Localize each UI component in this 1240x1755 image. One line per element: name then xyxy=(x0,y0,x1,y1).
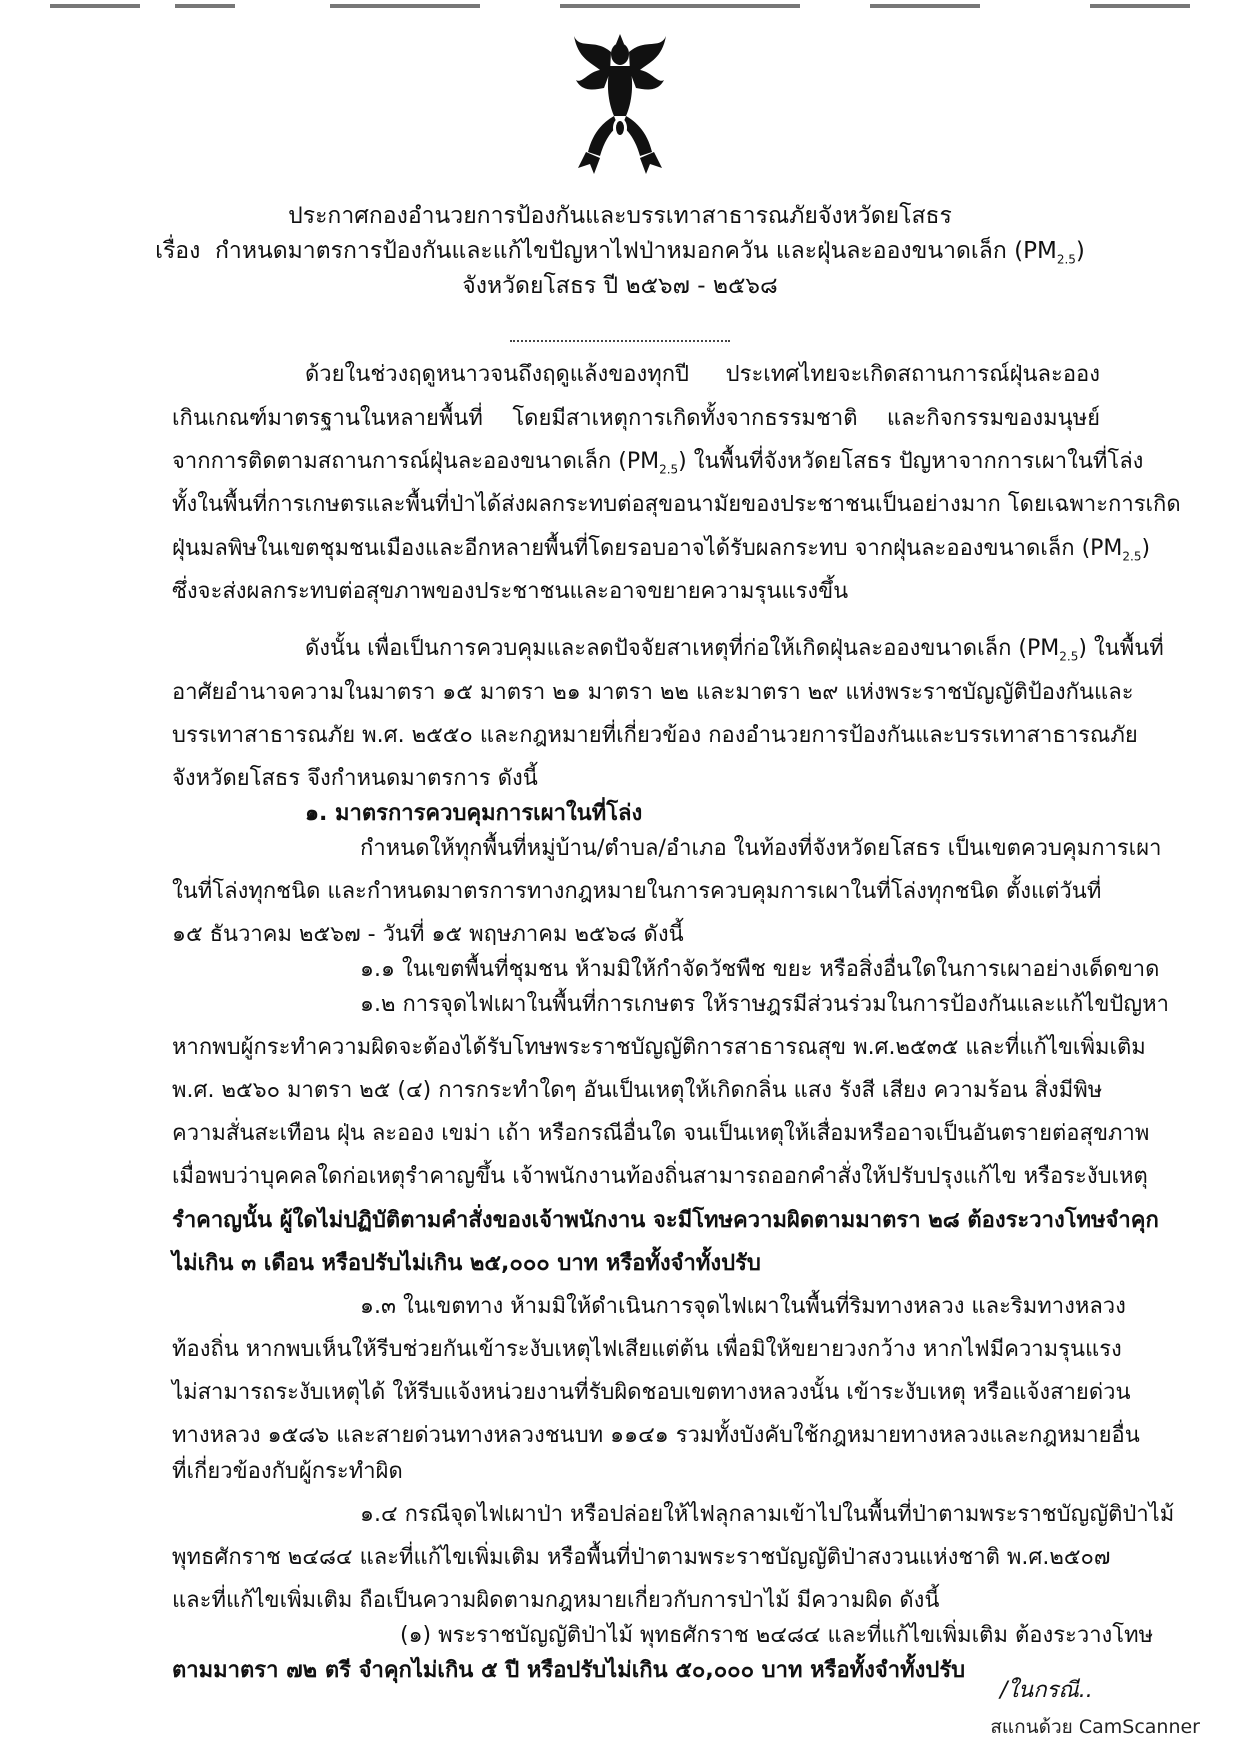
item-1-4-line-3: และที่แก้ไขเพิ่มเติม ถือเป็นความผิดตามกฎหมายเกี่ยวกับการป่าไม้ มีความผิด ดังนี้ xyxy=(172,1588,940,1613)
announcement-province-year: จังหวัดยโสธร ปี ๒๕๖๗ - ๒๕๖๘ xyxy=(462,273,778,299)
p2-line-2: อาศัยอำนาจความในมาตรา ๑๕ มาตรา ๒๑ มาตรา ๒๒ และมาตรา ๒๙ แห่งพระราชบัญญัติป้องกันและ xyxy=(172,680,1134,705)
s1-intro-2: ในที่โล่งทุกชนิด และกำหนดมาตรการทางกฎหมายในการควบคุมการเผาในที่โล่งทุกชนิด ตั้งแต่วันที่ xyxy=(172,879,1102,904)
divider-dots xyxy=(510,340,730,342)
s1-intro-3: ๑๕ ธันวาคม ๒๕๖๗ - วันที่ ๑๕ พฤษภาคม ๒๕๖๘ ดังนี้ xyxy=(172,922,684,947)
subject-label: เรื่อง xyxy=(155,238,201,264)
pm-subscript: 2.5 xyxy=(1056,252,1076,267)
scanner-watermark: สแกนด้วย CamScanner xyxy=(990,1716,1200,1738)
p1-line-3: จากการติดตามสถานการณ์ฝุ่นละอองขนาดเล็ก $(PM_{2.5})$ ในพื้นที่จังหวัดยโสธร ปัญหาจากการเผาในที่โล่ง xyxy=(172,449,1144,477)
p2-line-1: ดังนั้น เพื่อเป็นการควบคุมและลดปัจจัยสาเหตุที่ก่อให้เกิดฝุ่นละอองขนาดเล็ก $(PM_{2.5})$ ในพื้นที่ xyxy=(305,636,1164,664)
p1-line-2: เกินเกณฑ์มาตรฐานในหลายพื้นที่ โดยมีสาเหตุการเกิดทั้งจากธรรมชาติ และกิจกรรมของมนุษย์ xyxy=(172,406,1100,431)
announcement-subject xyxy=(0,233,1240,269)
garuda-emblem-icon xyxy=(570,28,670,178)
item-1-2-line-5: เมื่อพบว่าบุคคลใดก่อเหตุรำคาญขึ้น เจ้าพนักงานท้องถิ่นสามารถออกคำสั่งให้ปรับปรุงแก้ไข หรือระงับเหตุ xyxy=(172,1164,1148,1189)
item-1-2-line-4: ความสั่นสะเทือน ฝุ่น ละออง เขม่า เถ้า หรือกรณีอื่นใด จนเป็นเหตุให้เสื่อมหรืออาจเป็นอันตรายต่อสุขภาพ xyxy=(172,1121,1150,1146)
item-1-2-line-1: ๑.๒ การจุดไฟเผาในพื้นที่การเกษตร ให้ราษฎรมีส่วนร่วมในการป้องกันและแก้ไขปัญหา xyxy=(360,992,1169,1017)
continuation-marker: /ในกรณี.. xyxy=(1000,1678,1093,1703)
subject-text: กำหนดมาตรการป้องกันและแก้ไขปัญหาไฟป่าหมอกควัน และฝุ่นละอองขนาดเล็ก (PM xyxy=(214,238,1057,264)
item-1-3-line-3: ไม่สามารถระงับเหตุได้ ให้รีบแจ้งหน่วยงานที่รับผิดชอบเขตทางหลวงนั้น เข้าระงับเหตุ หรือแจ้งสายด่วน xyxy=(172,1380,1131,1405)
item-1-1: ๑.๑ ในเขตพื้นที่ชุมชน ห้ามมิให้กำจัดวัชพืช ขยะ หรือสิ่งอื่นใดในการเผาอย่างเด็ดขาด xyxy=(360,957,1160,982)
item-1-4-line-2: พุทธศักราช ๒๔๘๔ และที่แก้ไขเพิ่มเติม หรือพื้นที่ป่าตามพระราชบัญญัติป่าสงวนแห่งชาติ พ.ศ.๒๕๐๗ xyxy=(172,1545,1111,1570)
p1-line-4: ทั้งในพื้นที่การเกษตรและพื้นที่ป่าได้ส่งผลกระทบต่อสุขอนามัยของประชาชนเป็นอย่างมาก โดยเฉพาะการเกิด xyxy=(172,492,1181,517)
item-1-3-line-4: ทางหลวง ๑๕๘๖ และสายด่วนทางหลวงชนบท ๑๑๔๑ รวมทั้งบังคับใช้กฎหมายทางหลวงและกฎหมายอื่น xyxy=(172,1423,1140,1448)
section-1-heading: ๑. มาตรการควบคุมการเผาในที่โล่ง xyxy=(305,801,643,826)
item-1-3-line-1: ๑.๓ ในเขตทาง ห้ามมิให้ดำเนินการจุดไฟเผาในพื้นที่ริมทางหลวง และริมทางหลวง xyxy=(360,1294,1126,1319)
item-1-2-line-7: ไม่เกิน ๓ เดือน หรือปรับไม่เกิน ๒๕,๐๐๐ บาท หรือทั้งจำทั้งปรับ xyxy=(172,1251,761,1276)
item-1-2-line-2: หากพบผู้กระทำความผิดจะต้องได้รับโทษพระราชบัญญัติการสาธารณสุข พ.ศ.๒๕๓๕ และที่แก้ไขเพิ่มเติม xyxy=(172,1035,1146,1060)
item-1-2-line-3: พ.ศ. ๒๕๖๐ มาตรา ๒๕ (๔) การกระทำใดๆ อันเป็นเหตุให้เกิดกลิ่น แสง รังสี เสียง ความร้อน สิ่งมีพิษ xyxy=(172,1078,1103,1103)
item-1-2-line-6: รำคาญนั้น ผู้ใดไม่ปฏิบัติตามคำสั่งของเจ้าพนักงาน จะมีโทษความผิดตามมาตรา ๒๘ ต้องระวางโทษจำคุก xyxy=(172,1208,1159,1233)
item-1-4-sub-1-line-2: ตามมาตรา ๗๒ ตรี จำคุกไม่เกิน ๕ ปี หรือปรับไม่เกิน ๕๐,๐๐๐ บาท หรือทั้งจำทั้งปรับ xyxy=(172,1658,966,1683)
subject-close: ) xyxy=(1075,238,1085,264)
p1-line-6: ซึ่งจะส่งผลกระทบต่อสุขภาพของประชาชนและอาจขยายความรุนแรงขึ้น xyxy=(172,579,849,604)
p2-line-4: จังหวัดยโสธร จึงกำหนดมาตรการ ดังนี้ xyxy=(172,766,538,791)
s1-intro-1: กำหนดให้ทุกพื้นที่หมู่บ้าน/ตำบล/อำเภอ ในท้องที่จังหวัดยโสธร เป็นเขตควบคุมการเผา xyxy=(360,836,1162,861)
announcement-title: ประกาศกองอำนวยการป้องกันและบรรเทาสาธารณภัยจังหวัดยโสธร xyxy=(288,203,952,229)
scan-edge-artifact xyxy=(0,0,1240,18)
item-1-3-line-5: ที่เกี่ยวข้องกับผู้กระทำผิด xyxy=(172,1459,403,1484)
item-1-4-line-1: ๑.๔ กรณีจุดไฟเผาป่า หรือปล่อยให้ไฟลุกลามเข้าไปในพื้นที่ป่าตามพระราชบัญญัติป่าไม้ xyxy=(360,1502,1175,1527)
item-1-4-sub-1-line-1: (๑) พระราชบัญญัติป่าไม้ พุทธศักราช ๒๔๘๔ และที่แก้ไขเพิ่มเติม ต้องระวางโทษ xyxy=(400,1623,1154,1648)
p1-line-1: ด้วยในช่วงฤดูหนาวจนถึงฤดูแล้งของทุกปี ประเทศไทยจะเกิดสถานการณ์ฝุ่นละออง xyxy=(305,362,1100,387)
item-1-3-line-2: ท้องถิ่น หากพบเห็นให้รีบช่วยกันเข้าระงับเหตุไฟเสียแต่ต้น เพื่อมิให้ขยายวงกว้าง หากไฟมีความรุนแรง xyxy=(172,1337,1122,1362)
p2-line-3: บรรเทาสาธารณภัย พ.ศ. ๒๕๕๐ และกฎหมายที่เกี่ยวข้อง กองอำนวยการป้องกันและบรรเทาสาธารณภัย xyxy=(172,723,1138,748)
p1-line-5: ฝุ่นมลพิษในเขตชุมชนเมืองและอีกหลายพื้นที่โดยรอบอาจได้รับผลกระทบ จากฝุ่นละอองขนาดเล็ก $(PM_{2.5})$ xyxy=(172,536,1151,564)
